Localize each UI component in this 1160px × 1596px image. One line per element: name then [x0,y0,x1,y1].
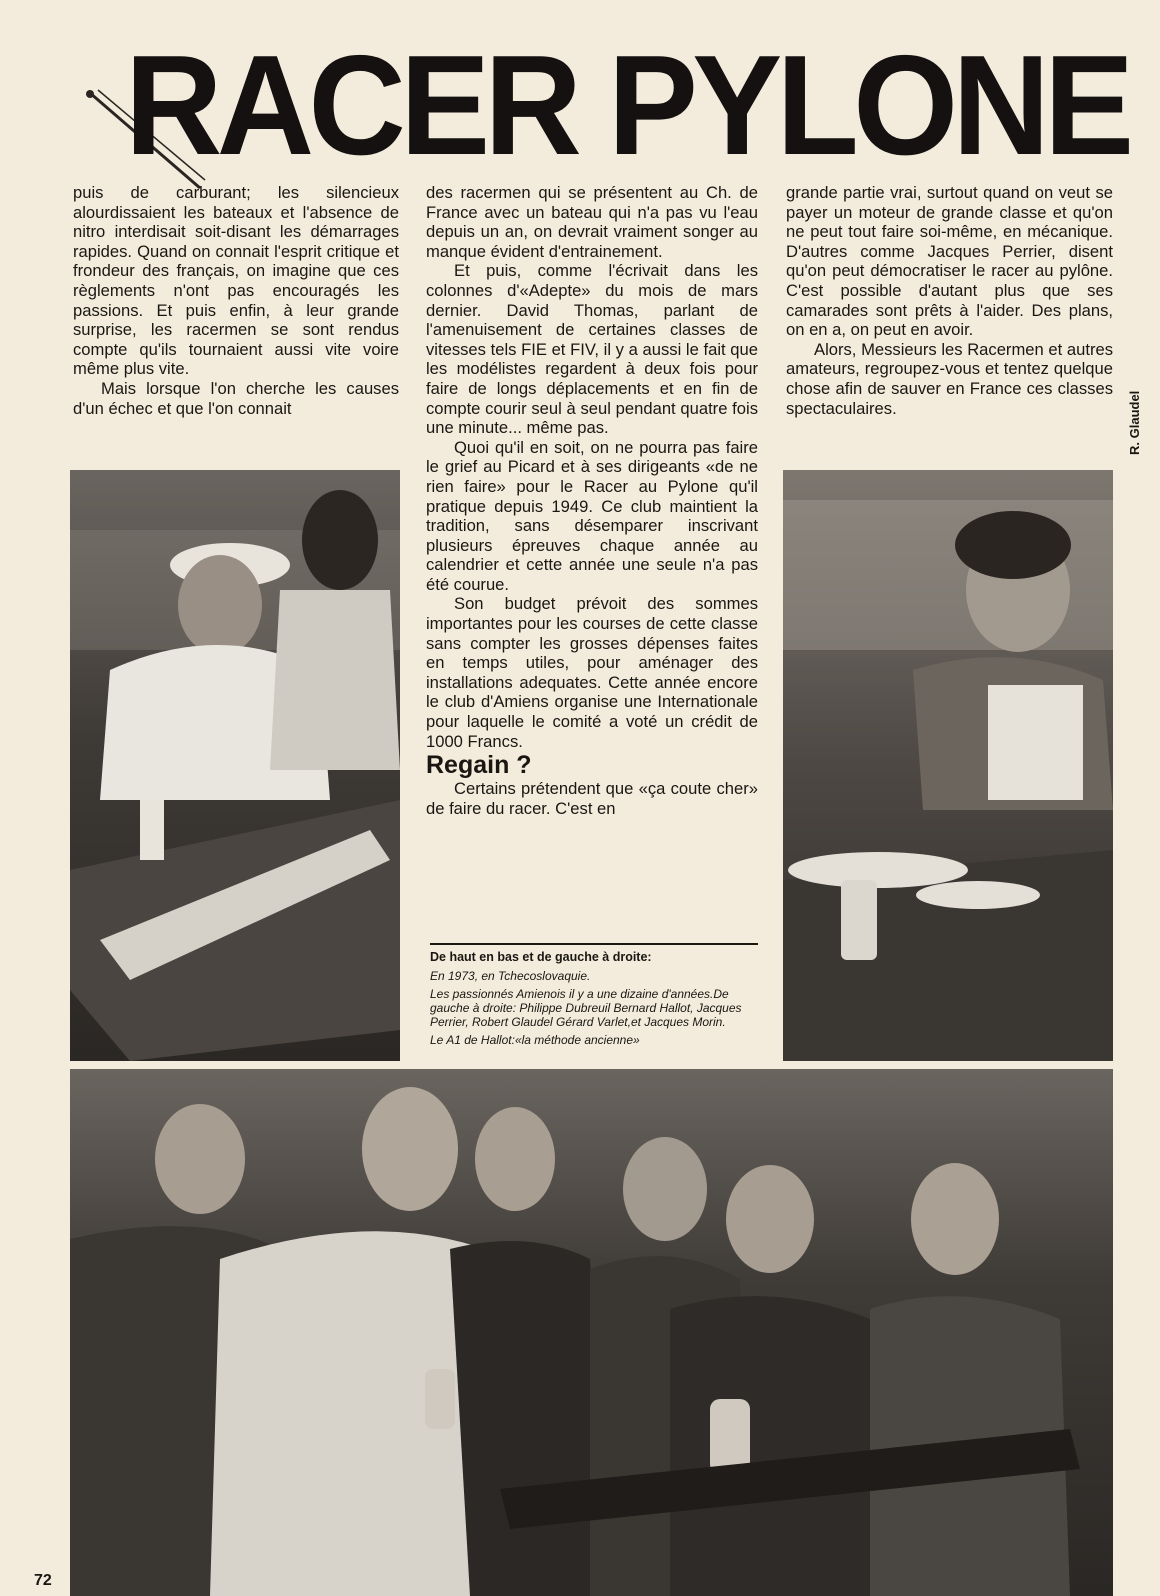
paragraph: Quoi qu'il en soit, on ne pourra pas faire le grief au Picard et à ses dirigeants «de ne rien faire» pour le Racer au Pylone qu'il pratique depuis 1949. Ce club maintient la tradition, sans désemparer inscrivant plusieurs épreuves chaque année au calendrier et cette année une seule n'a pas été courue. [426,437,758,594]
paragraph: puis de carburant; les silencieux alourdissaient les bateaux et l'absence de nitro interdisait soit-disant les démarrages rapides. Quand on connait l'esprit critique et frondeur des français, on imagine que ces règlements n'ont pas encouragés les passions. Et puis enfin, à leur grande surprise, les racermen se sont rendus compte qu'ils tournaient aussi vite voire même plus vite. [73,183,399,379]
paragraph: des racermen qui se présentent au Ch. de France avec un bateau qui n'a pas vu l'eau depuis un an, on devrait vraiment songer au manque évident d'entrainement. [426,183,758,261]
paragraph: grande partie vrai, surtout quand on veut se payer un moteur de grande classe et qu'on ne peut tout faire soi-même, en mécanique. D'autres comme Jacques Perrier, disent qu'on peut démocratiser le racer au pylône. C'est possible d'autant plus que ses camarades sont prêts à l'aider. Des plans, on en a, on peut en avoir. [786,183,1113,340]
text-column-2 [426,183,758,818]
photo-hallot-a1 [783,470,1113,1061]
paragraph: Son budget prévoit des sommes importantes pour les courses de cette classe sans compter les grosses dépenses faites en temps utiles, pour aménager des installations adequates. Cette année encore le club d'Amiens organise une Internationale pour laquelle le comité a voté un crédit de 1000 Francs. [426,594,758,751]
photo-czechoslovakia-1973 [70,470,400,1061]
caption-item: En 1973, en Tchecoslovaquie. [430,969,591,983]
text-column-3 [786,183,1113,418]
caption-block [430,943,758,1051]
paragraph: Et puis, comme l'écrivait dans les colonnes d'«Adepte» du mois de mars dernier. David Thomas, parlant de l'amenuisement de certaines classes de vitesses tels FIE et FIV, il y a aussi le fait que les modélistes regardent à deux fois pour faire de longs déplacements et en fin de compte courir seul à seul pendant quatre fois une minute... même pas. [426,261,758,438]
caption-item: Le A1 de Hallot:«la méthode ancienne» [430,1033,640,1047]
photo-amiens-group [70,1069,1113,1596]
text-column-1 [73,183,399,418]
paragraph: Certains prétendent que «ça coute cher» de faire du racer. C'est en [426,779,758,818]
section-subheading: Regain ? [426,751,532,780]
caption-heading: De haut en bas et de gauche à droite: [430,950,652,964]
photo-credit: R. Glaudel [1127,390,1142,455]
paragraph: Mais lorsque l'on cherche les causes d'un échec et que l'on connait [73,378,399,418]
paragraph: Alors, Messieurs les Racermen et autres amateurs, regroupez-vous et tentez quelque chose afin de sauver en France ces classes spectaculaires. [786,339,1113,418]
caption-item: Les passionnés Amienois il y a une dizaine d'années.De gauche à droite: Philippe Dubreuil Bernard Hallot, Jacques Perrier, Robert Glaudel Gérard Varlet,et Jacques Morin. [430,987,742,1029]
page-number: 72 [34,1572,52,1589]
article-title: RACER PYLONE [125,26,1129,185]
